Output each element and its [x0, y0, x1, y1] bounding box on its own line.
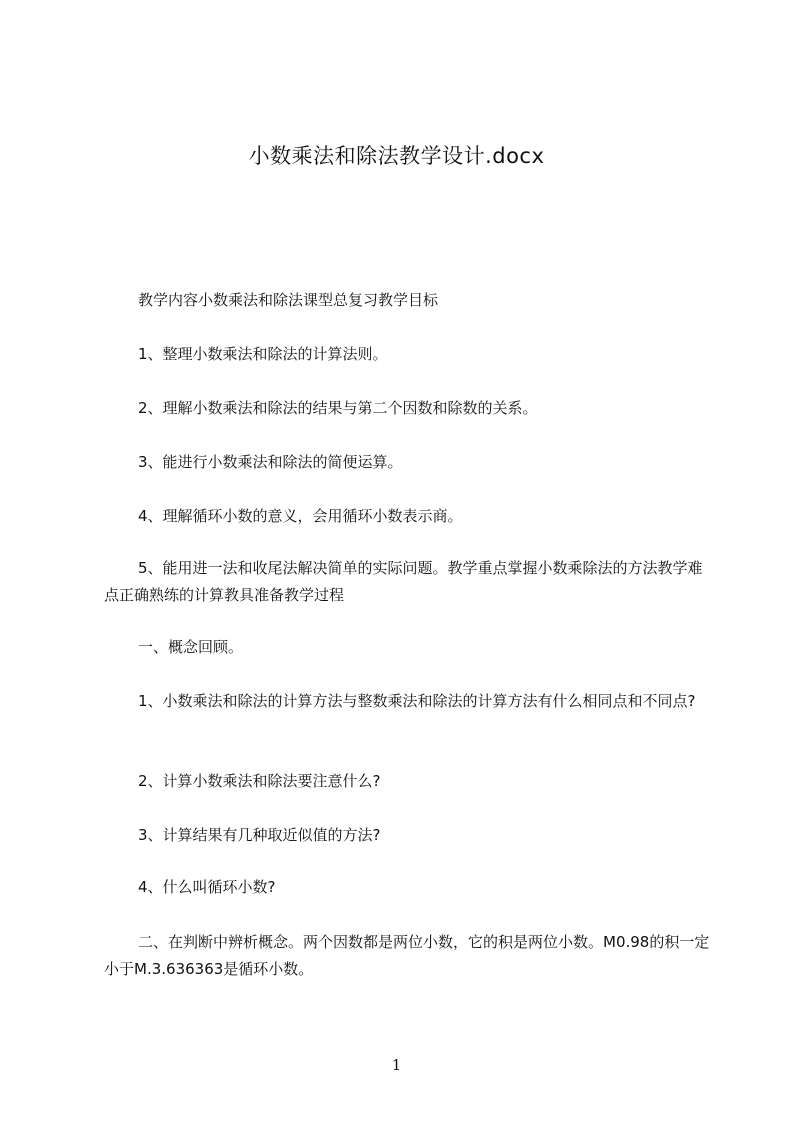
paragraph-review-question-3: 3、计算结果有几种取近似值的方法?: [138, 826, 381, 844]
paragraph-teaching-content: 教学内容小数乘法和除法课型总复习教学目标: [138, 291, 439, 309]
paragraph-goal-5: 5、能用进一法和收尾法解决简单的实际问题。教学重点掌握小数乘除法的方法教学难点正确熟练的计算教具准备教学过程: [104, 559, 703, 604]
paragraph-goal-1: 1、整理小数乘法和除法的计算法则。: [138, 345, 388, 363]
paragraph-review-question-2: 2、计算小数乘法和除法要注意什么?: [138, 772, 381, 790]
document-title: 小数乘法和除法教学设计.docx: [248, 144, 545, 168]
paragraph-review-question-4: 4、什么叫循环小数?: [138, 878, 276, 896]
paragraph-review-question-1: 1、小数乘法和除法的计算方法与整数乘法和除法的计算方法有什么相同点和不同点?: [138, 692, 696, 710]
page-number: 1: [391, 1056, 402, 1074]
paragraph-section-two: 二、在判断中辨析概念。两个因数都是两位小数，它的积是两位小数。M0.98的积一定小于M.3.636363是循环小数。: [104, 933, 710, 978]
paragraph-goal-4: 4、理解循环小数的意义，会用循环小数表示商。: [138, 507, 463, 525]
paragraph-goal-3: 3、能进行小数乘法和除法的简便运算。: [138, 453, 403, 471]
paragraph-goal-2: 2、理解小数乘法和除法的结果与第二个因数和除数的关系。: [138, 399, 538, 417]
paragraph-section-one-heading: 一、概念回顾。: [138, 638, 244, 656]
